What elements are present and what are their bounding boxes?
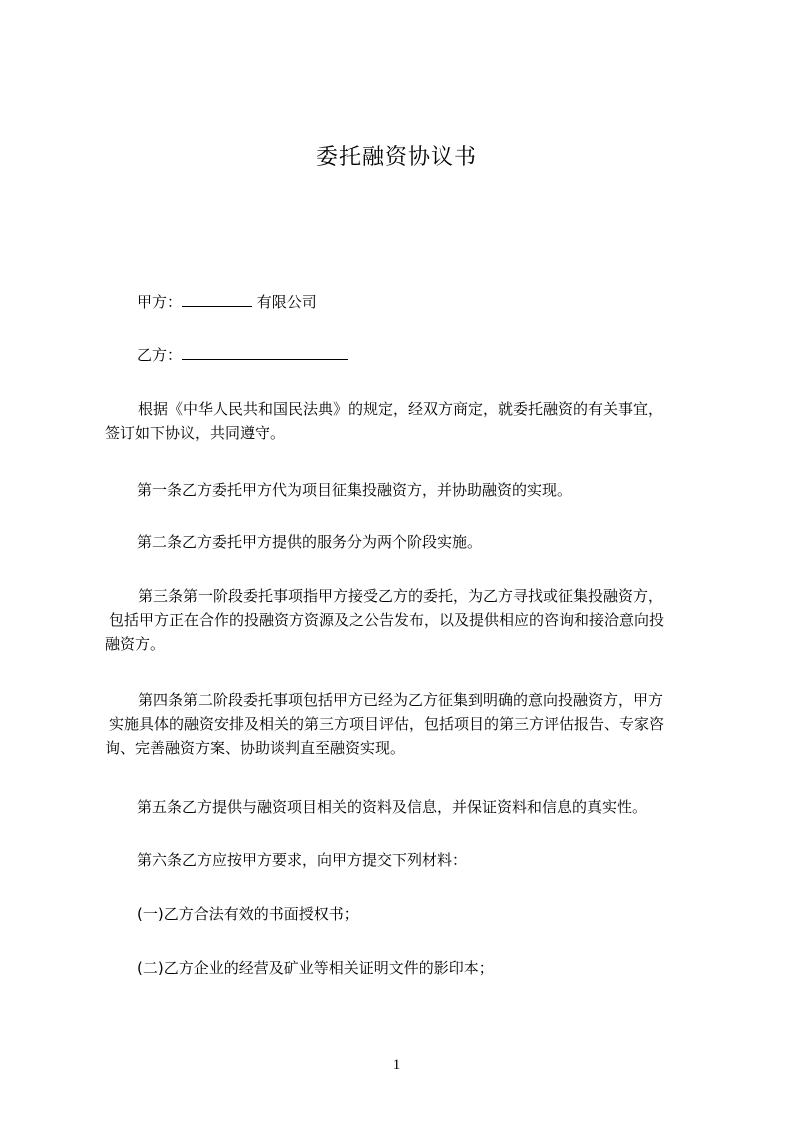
- article-4-line: 询、完善融资方案、协助谈判直至融资实现。: [105, 739, 406, 757]
- article-3-line: 包括甲方正在合作的投融资方资源及之公告发布，以及提供相应的咨询和接洽意向投: [109, 611, 665, 629]
- article-4-paragraph: [105, 688, 664, 760]
- party-a-suffix: 有限公司: [256, 293, 317, 311]
- preamble-paragraph: [105, 397, 663, 445]
- party-a-line: [137, 289, 317, 315]
- preamble-line: 根据《中华人民共和国民法典》的规定，经双方商定，就委托融资的有关事宜，: [138, 400, 664, 418]
- article-4-line: 实施具体的融资安排及相关的第三方项目评估，包括项目的第三方评估报告、专家咨: [109, 715, 665, 733]
- article-3-line: 融资方。: [105, 635, 166, 653]
- list-item-1: (一)乙方合法有效的书面授权书；: [137, 905, 359, 923]
- article-1: 第一条乙方委托甲方代为项目征集投融资方，并协助融资的实现。: [137, 481, 573, 499]
- article-2: 第二条乙方委托甲方提供的服务分为两个阶段实施。: [137, 533, 483, 551]
- document-title: 委托融资协议书: [315, 145, 477, 170]
- article-3-line: 第三条第一阶段委托事项指甲方接受乙方的委托，为乙方寻找或征集投融资方，: [138, 587, 664, 605]
- page-number: 1: [392, 1057, 401, 1073]
- article-6: 第六条乙方应按甲方要求，向甲方提交下列材料：: [137, 851, 468, 869]
- list-item-2: (二)乙方企业的经营及矿业等相关证明文件的影印本；: [137, 959, 494, 977]
- party-b-label: 乙方：: [137, 346, 183, 364]
- article-4-line: 第四条第二阶段委托事项包括甲方已经为乙方征集到明确的意向投融资方，甲方: [138, 691, 664, 709]
- party-a-label: 甲方：: [137, 293, 183, 311]
- article-5: 第五条乙方提供与融资项目相关的资料及信息，并保证资料和信息的真实性。: [137, 798, 648, 816]
- party-b-line: [137, 342, 348, 368]
- preamble-line: 签订如下协议，共同遵守。: [105, 424, 286, 442]
- article-3-paragraph: [105, 584, 664, 656]
- party-a-name-blank: [182, 289, 252, 307]
- party-b-name-blank: [182, 342, 348, 360]
